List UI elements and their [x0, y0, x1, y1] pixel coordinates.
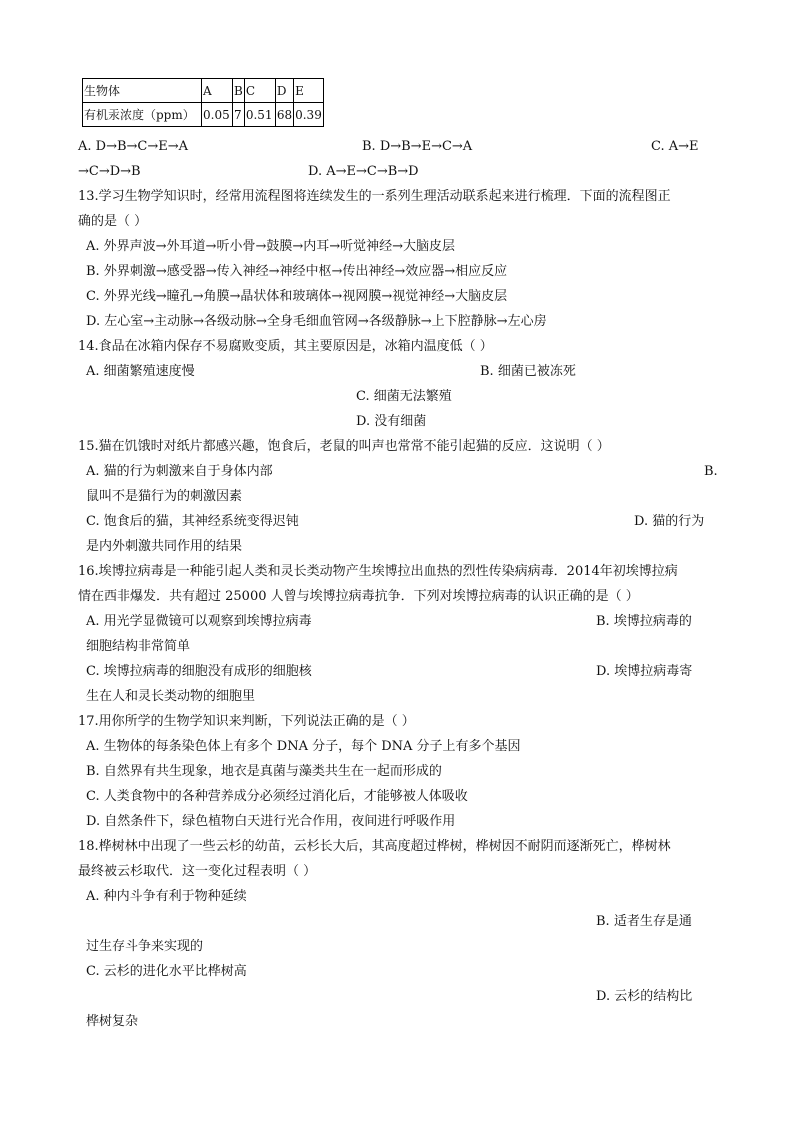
q13-option-c: C. 外界光线→瞳孔→角膜→晶状体和玻璃体→视网膜→视觉神经→大脑皮层 [86, 289, 508, 304]
q17-stem: 17.用你所学的生物学知识来判断，下列说法正确的是（ ） [78, 714, 415, 729]
q18-stem-line1: 18.桦树林中出现了一些云杉的幼苗，云杉长大后，其高度超过桦树，桦树因不耐阴而逐渐死亡，桦树林 [78, 839, 671, 854]
q16-option-b: B. 埃博拉病毒的 [596, 614, 692, 629]
q16-option-d: D. 埃博拉病毒寄 [596, 664, 693, 679]
q16-stem-line1: 16.埃博拉病毒是一种能引起人类和灵长类动物产生埃博拉出血热的烈性传染病病毒．2014年初埃博拉病 [78, 564, 678, 579]
q12-option-c-cont: →C→D→B [78, 164, 141, 179]
q18-option-b-cont: 过生存斗争来实现的 [86, 939, 204, 954]
table-header-cell: 生物体 [83, 79, 202, 103]
q14-option-c: C. 细菌无法繁殖 [356, 389, 452, 404]
q15-option-c: C. 饱食后的猫，其神经系统变得迟钝 [86, 514, 299, 529]
table-header-cell: 有机汞浓度（ppm） [83, 103, 202, 127]
q14-option-a: A. 细菌繁殖速度慢 [86, 364, 195, 379]
table-cell: C [244, 79, 275, 103]
table-cell: E [294, 79, 324, 103]
q13-option-a: A. 外界声波→外耳道→听小骨→鼓膜→内耳→听觉神经→大脑皮层 [86, 239, 456, 254]
q12-option-b: B. D→B→E→C→A [362, 139, 473, 154]
table-row [83, 79, 324, 103]
q15-option-d-cont: 是内外刺激共同作用的结果 [86, 539, 243, 554]
q17-option-a: A. 生物体的每条染色体上有多个 DNA 分子，每个 DNA 分子上有多个基因 [86, 739, 521, 754]
q15-option-a: A. 猫的行为刺激来自于身体内部 [86, 464, 273, 479]
table-cell: B [233, 79, 245, 103]
table-cell: 68 [275, 103, 293, 127]
q15-option-b: B. [704, 464, 718, 479]
q14-option-d: D. 没有细菌 [356, 414, 427, 429]
q14-stem: 14.食品在冰箱内保存不易腐败变质，其主要原因是，冰箱内温度低（ ） [78, 339, 493, 354]
q13-stem-line1: 13.学习生物学知识时，经常用流程图将连续发生的一系列生理活动联系起来进行梳理．下面的流程图正 [78, 189, 671, 204]
q13-option-d: D. 左心室→主动脉→各级动脉→全身毛细血管网→各级静脉→上下腔静脉→左心房 [86, 314, 547, 329]
table-cell: 7 [233, 103, 245, 127]
q13-stem-line2: 确的是（ ） [78, 214, 148, 229]
q18-option-c: C. 云杉的进化水平比桦树高 [86, 964, 247, 979]
q18-option-b: B. 适者生存是通 [596, 914, 692, 929]
q12-option-d: D. A→E→C→B→D [308, 164, 419, 179]
table-cell: A [202, 79, 233, 103]
q18-option-a: A. 种内斗争有利于物种延续 [86, 889, 247, 904]
q16-option-b-cont: 细胞结构非常简单 [86, 639, 191, 654]
table-cell: 0.39 [294, 103, 324, 127]
q17-option-b: B. 自然界有共生现象，地衣是真菌与藻类共生在一起而形成的 [86, 764, 442, 779]
q15-stem: 15.猫在饥饿时对纸片都感兴趣，饱食后，老鼠的叫声也常常不能引起猫的反应．这说明（ ） [78, 439, 610, 454]
q17-option-c: C. 人类食物中的各种营养成分必须经过消化后，才能够被人体吸收 [86, 789, 468, 804]
table-row [83, 103, 324, 127]
q17-option-d: D. 自然条件下，绿色植物白天进行光合作用，夜间进行呼吸作用 [86, 814, 456, 829]
table-cell: 0.05 [202, 103, 233, 127]
q13-option-b: B. 外界刺激→感受器→传入神经→神经中枢→传出神经→效应器→相应反应 [86, 264, 508, 279]
q12-option-c: C. A→E [651, 139, 699, 154]
q16-option-d-cont: 生在人和灵长类动物的细胞里 [86, 689, 256, 704]
table-cell: 0.51 [244, 103, 275, 127]
mercury-table [82, 78, 324, 127]
q16-stem-line2: 情在西非爆发．共有超过 25000 人曾与埃博拉病毒抗争．下列对埃博拉病毒的认识正确的是（ ） [78, 589, 639, 604]
table-cell: D [275, 79, 293, 103]
q16-option-c: C. 埃博拉病毒的细胞没有成形的细胞核 [86, 664, 312, 679]
q12-option-a: A. D→B→C→E→A [78, 139, 189, 154]
q18-option-d: D. 云杉的结构比 [596, 989, 693, 1004]
q16-option-a: A. 用光学显微镜可以观察到埃博拉病毒 [86, 614, 312, 629]
q14-option-b: B. 细菌已被冻死 [480, 364, 576, 379]
q15-option-b-cont: 鼠叫不是猫行为的刺激因素 [86, 489, 243, 504]
q18-stem-line2: 最终被云杉取代．这一变化过程表明（ ） [78, 864, 317, 879]
q15-option-d: D. 猫的行为 [634, 514, 705, 529]
q18-option-d-cont: 桦树复杂 [86, 1014, 139, 1029]
